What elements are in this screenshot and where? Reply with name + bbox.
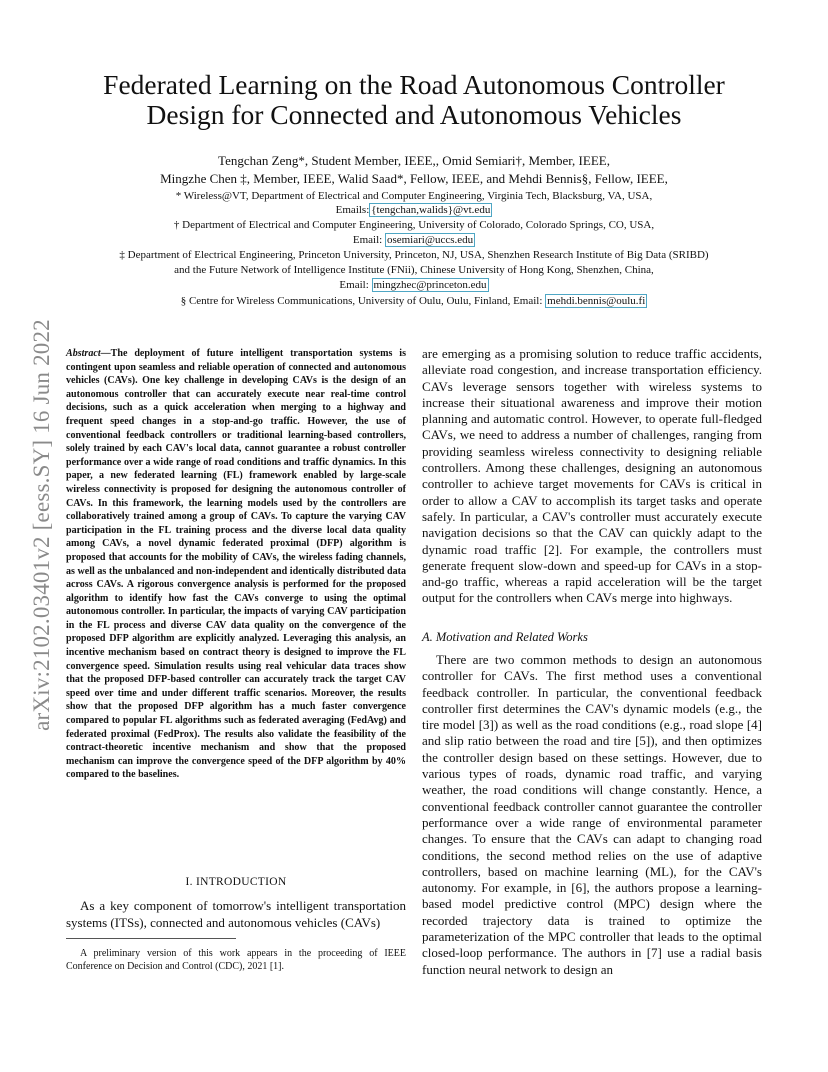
footnote: A preliminary version of this work appears in the proceeding of IEEE Conference on Decision and Control (CDC), 2021 [1].	[66, 948, 406, 972]
section-heading-introduction: I. INTRODUCTION	[185, 876, 287, 888]
affiliation-3b: and the Future Network of Intelligence Institute (FNii), Chinese University of Hong Kong, Shenzhen, China,	[174, 264, 654, 276]
title-line-2: Design for Connected and Autonomous Vehicles	[146, 99, 682, 130]
email-prefix: Emails:	[335, 204, 370, 216]
affiliation-1-email-line	[40, 204, 788, 217]
footnote-rule	[66, 938, 236, 939]
title-line-1: Federated Learning on the Road Autonomous Controller	[103, 69, 725, 100]
paper-title	[40, 70, 788, 130]
right-column-paragraph-1: are emerging as a promising solution to reduce traffic accidents, alleviate road congestion, and increase transportation efficiency. CAVs leverage sensors together with wireless systems to increase their situational awareness and improve their motion planning and automatic control. However, to operate full-fledged CAVs, we need to address a number of challenges, ranging from providing seamless wireless connectivity to designing reliable controllers. Among these challenges, designing an autonomous controller to achieve target movements for CAVs is critical in order to allow a CAV to accomplish its target tasks and operate safely. In particular, a CAV's controller must accurately execute navigation decisions so that the CAV can quickly adapt to the dynamic road traffic [2]. For example, the controllers must generate frequent slow-down and speed-up for CAVs in a stop-and-go traffic, whereas a rapid acceleration will be the target output for the controllers when CAVs merge into highways.	[422, 346, 762, 606]
subsection-heading: A. Motivation and Related Works	[422, 630, 588, 644]
right-column-paragraph-2: There are two common methods to design an autonomous controller for CAVs. The first method uses a conventional feedback controller. In particular, the conventional feedback controller first determines the CAV's dynamic models (e.g., the tire model [3]) as well as the road conditions (e.g., road slope [4] and slip ratio between the road and tire [5]), and then optimizes the controller design based on these settings. However, due to various types of roads, dynamic road traffic, and varying weather, the road conditions will change constantly. Hence, a conventional feedback controller cannot guarantee the controller performance over a wide range of environmental parameter changes. To ensure that the CAVs can adapt to changing road conditions, the second method relies on the use of adaptive controllers, based on machine learning (ML), for the CAV's autonomy. For example, in [6], the authors propose a learning-based model predictive control (MPC) design where the recorded trajectory data is trained to optimize the parameterization of the MPC controller that leads to the optimal closed-loop performance. The authors in [7] use a radial basis function neural network to design an	[422, 652, 762, 977]
abstract-label: Abstract	[66, 348, 101, 359]
email-link-vt[interactable]: {tengchan,walids}@vt.edu	[371, 204, 491, 216]
email-link-princeton[interactable]: mingzhec@princeton.edu	[373, 279, 487, 291]
email-link-oulu[interactable]: mehdi.bennis@oulu.fi	[547, 295, 646, 307]
authors-line-2: Mingzhe Chen ‡, Member, IEEE, Walid Saad*, Fellow, IEEE, and Mehdi Bennis§, Fellow, IEEE,	[160, 171, 668, 186]
affiliation-4	[40, 295, 788, 308]
affiliation-2: † Department of Electrical and Computer Engineering, University of Colorado, Colorado Springs, CO, USA,	[173, 219, 655, 231]
email-link-uccs[interactable]: osemiari@uccs.edu	[386, 234, 474, 246]
email-prefix: Email:	[339, 279, 369, 291]
arxiv-id: arXiv:2102.03401v2 [eess.SY] 16 Jun 2022	[29, 319, 54, 731]
arxiv-watermark	[12, 290, 72, 760]
authors-line-1: Tengchan Zeng*, Student Member, IEEE,, Omid Semiari†, Member, IEEE,	[218, 153, 610, 168]
affiliation-1: * Wireless@VT, Department of Electrical and Computer Engineering, Virginia Tech, Blacksburg, VA, USA,	[175, 190, 653, 202]
affiliation-2-email-line	[40, 234, 788, 247]
affiliation-3a: ‡ Department of Electrical Engineering, Princeton University, Princeton, NJ, USA, Shenzhen Research Institute of Big Data (SRIBD)	[119, 249, 709, 261]
affiliation-4-text: § Centre for Wireless Communications, University of Oulu, Oulu, Finland, Email:	[180, 295, 543, 307]
intro-paragraph: As a key component of tomorrow's intelligent transportation systems (ITSs), connected and autonomous vehicles (CAVs)	[66, 898, 406, 930]
abstract-body: —The deployment of future intelligent transportation systems is contingent upon seamless and reliable operation of connected and autonomous vehicles (CAVs). One key challenge in developing CAVs is the design of an autonomous controller that can accurately execute near real-time control decisions, such as a quick acceleration when merging to a highway and frequent speed changes in a stop-and-go traffic. However, the use of conventional feedback controllers or traditional learning-based controllers, solely trained by each CAV's local data, cannot guarantee a robust controller performance over a wide range of road conditions and traffic dynamics. In this paper, a new federated learning (FL) framework enabled by large-scale wireless connectivity is proposed for designing the autonomous controller of CAVs. In this framework, the learning models used by the controllers are collaboratively trained among a group of CAVs. To capture the varying CAV participation in the FL training process and the diverse local data quality among CAVs, a novel dynamic federated proximal (DFP) algorithm is proposed that accounts for the mobility of CAVs, the wireless fading channels, as well as the unbalanced and non-independent and identically distributed data across CAVs. A rigorous convergence analysis is performed for the proposed algorithm to identify how fast the CAVs converge to using the optimal autonomous controller. In particular, the impacts of varying CAV participation in the FL process and diverse CAV data quality on the convergence of the proposed DFP algorithm are explicitly analyzed. Leveraging this analysis, an incentive mechanism based on contract theory is designed to improve the FL convergence speed. Simulation results using real vehicular data traces show that the proposed DFP-based controller can accurately track the target CAV speed over time and under different traffic scenarios. Moreover, the results show that the proposed DFP algorithm has a much faster convergence compared to popular FL algorithms such as federated averaging (FedAvg) and federated proximal (FedProx). The results also validate the feasibility of the contract-theoretic incentive mechanism and show that the proposed mechanism can improve the convergence speed of the DFP algorithm by 40% compared to the baselines.	[66, 348, 406, 781]
affiliation-3-email-line	[40, 279, 788, 292]
email-prefix: Email:	[352, 234, 383, 246]
abstract	[66, 347, 406, 782]
